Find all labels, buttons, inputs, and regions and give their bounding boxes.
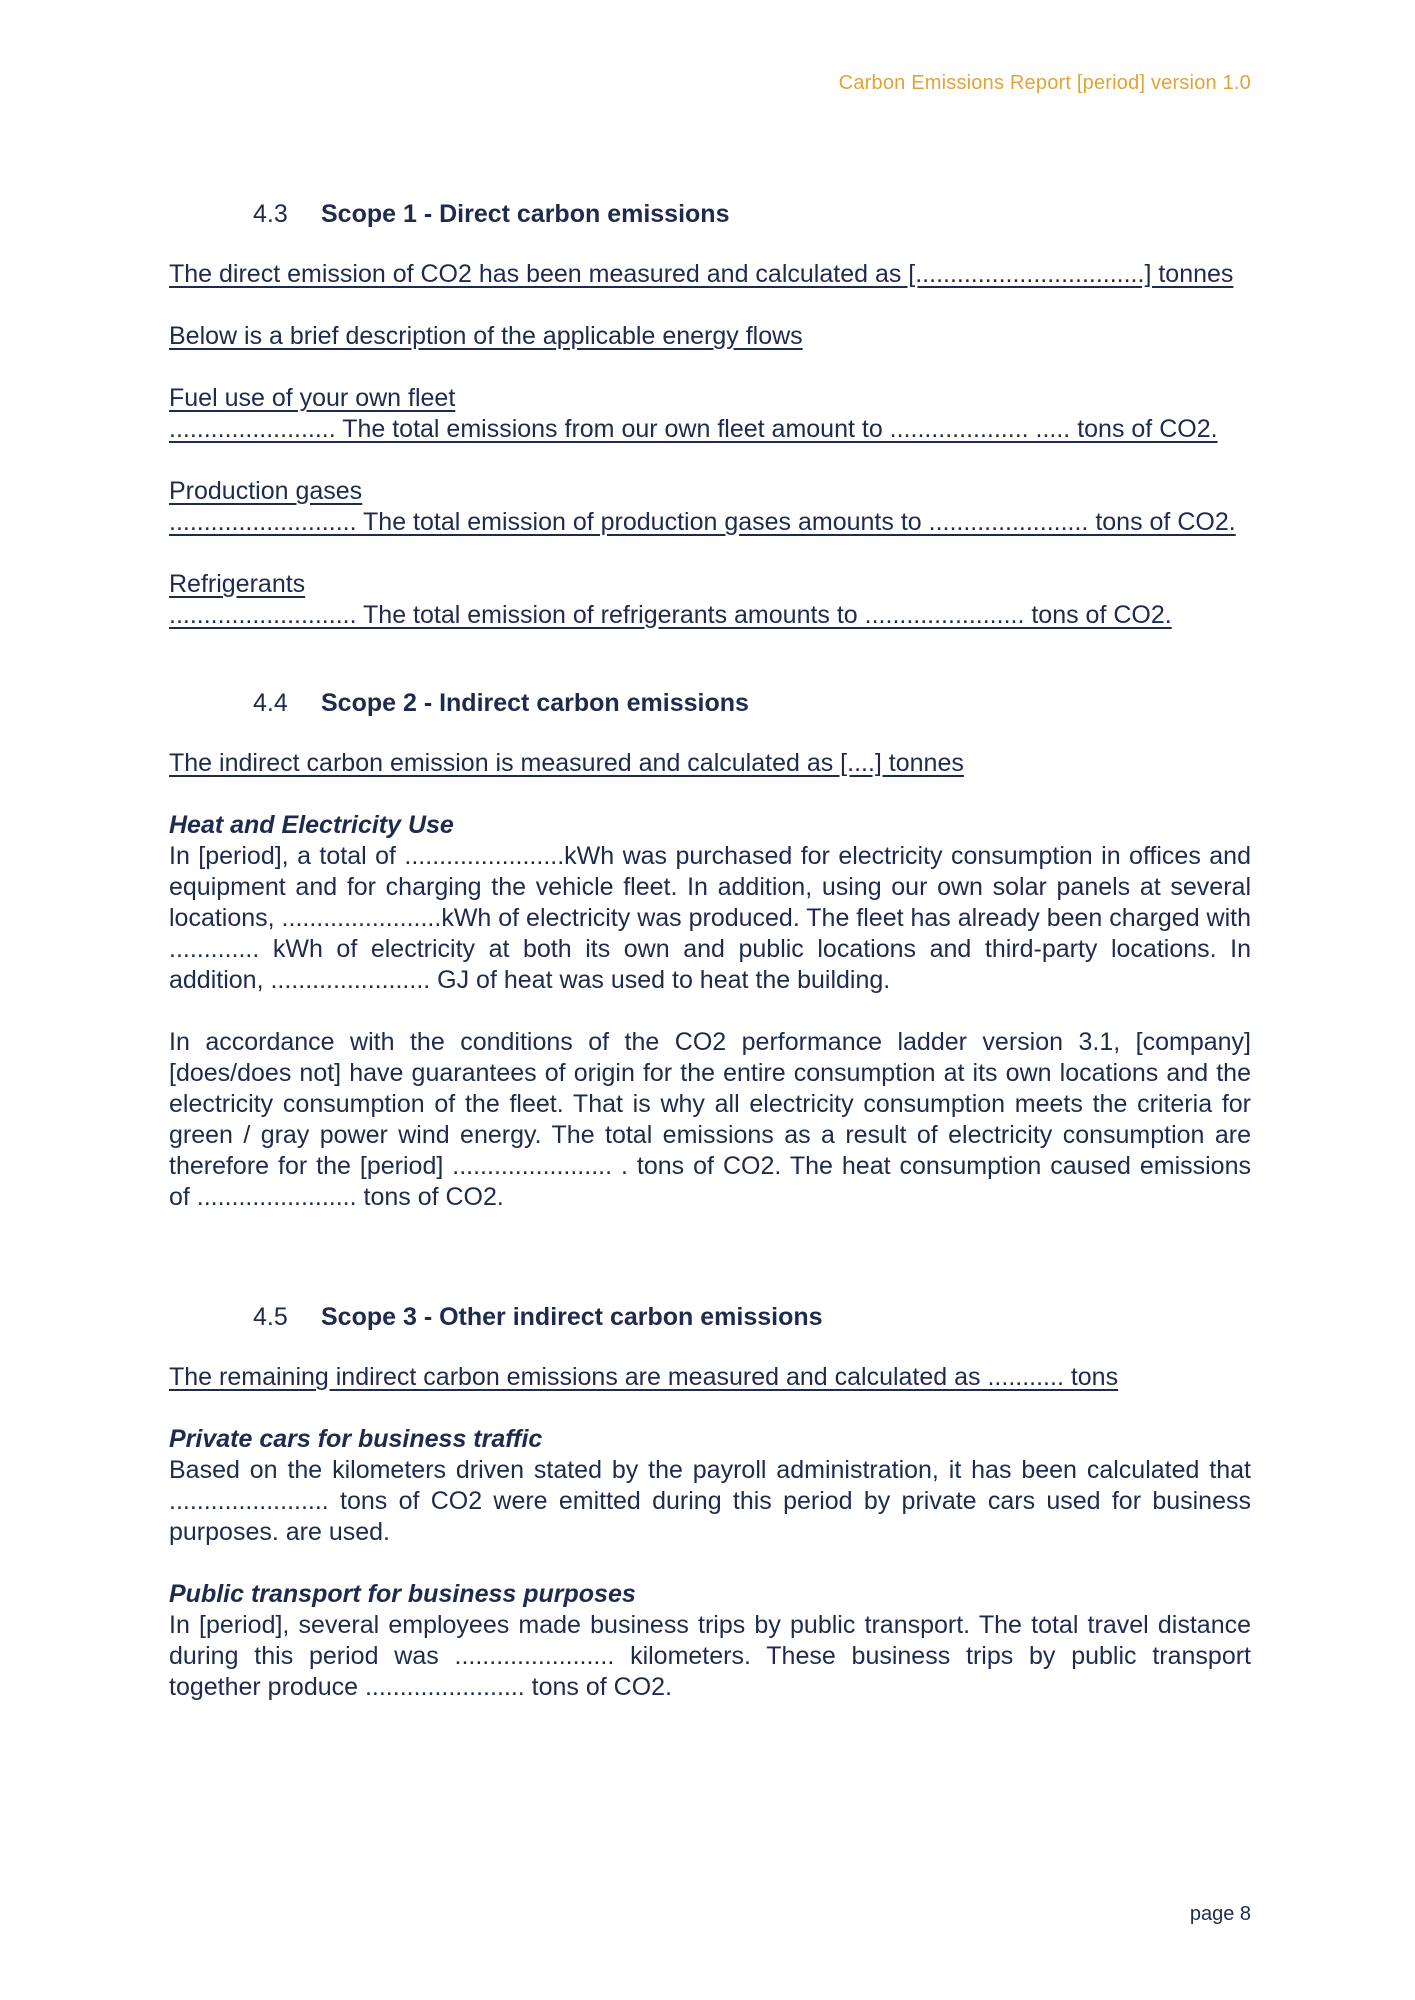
section-heading-4-4 (253, 689, 1251, 718)
fleet-text: ........................ The total emissions from our own fleet amount to .................... ..... tons of CO2. (169, 415, 1218, 443)
scope2-intro: The indirect carbon emission is measured and calculated as [....] tonnes (169, 749, 964, 777)
section-heading-4-3 (253, 200, 1251, 229)
public-transport-paragraph: In [period], several employees made business trips by public transport. The total travel distance during this period was ....................... kilometers. These business trips by public transport together produce ....................... tons of CO2. (169, 1611, 1251, 1701)
heat-electricity-heading: Heat and Electricity Use (169, 811, 454, 839)
scope3-intro: The remaining indirect carbon emissions are measured and calculated as ........... tons (169, 1363, 1119, 1391)
refrigerants-label: Refrigerants (169, 570, 306, 598)
private-cars-paragraph: Based on the kilometers driven stated by the payroll administration, it has been calculated that ....................... tons of CO2 were emitted during this period by private cars used for business purposes. are used. (169, 1456, 1251, 1546)
page-content (169, 200, 1251, 1703)
section-number: 4.4 (253, 689, 288, 717)
section-title: Scope 1 - Direct carbon emissions (321, 200, 730, 228)
fleet-label: Fuel use of your own fleet (169, 384, 456, 412)
private-cars-heading: Private cars for business traffic (169, 1425, 543, 1453)
scope1-intro: The direct emission of CO2 has been measured and calculated as [.................................] tonnes (169, 260, 1234, 288)
section-heading-4-5 (253, 1303, 1251, 1332)
scope1-subintro: Below is a brief description of the applicable energy flows (169, 322, 803, 350)
guarantees-paragraph: In accordance with the conditions of the CO2 performance ladder version 3.1, [company] [does/does not] have guarantees of origin for the entire consumption at its own locations and the electricity consumption of the fleet. That is why all electricity consumption meets the criteria for green / gray power wind energy. The total emissions as a result of electricity consumption are therefore for the [period] ....................... . tons of CO2. The heat consumption caused emissions of ....................... tons of CO2. (169, 1028, 1251, 1211)
section-number: 4.3 (253, 200, 288, 228)
page-number: page 8 (1189, 1903, 1251, 1925)
running-header: Carbon Emissions Report [period] version 1.0 (838, 72, 1251, 94)
public-transport-heading: Public transport for business purposes (169, 1580, 636, 1608)
section-title: Scope 3 - Other indirect carbon emissions (321, 1303, 823, 1331)
production-gases-label: Production gases (169, 477, 363, 505)
refrigerants-text: ........................... The total emission of refrigerants amounts to ....................... tons of CO2. (169, 601, 1172, 629)
heat-electricity-paragraph: In [period], a total of .......................kWh was purchased for electricity consumption in offices and equipment and for charging the vehicle fleet. In addition, using our own solar panels at several locations, .......................kWh of electricity was produced. The fleet has already been charged with ............. kWh of electricity at both its own and public locations and third-party locations. In addition, ....................... GJ of heat was used to heat the building. (169, 842, 1252, 994)
section-number: 4.5 (253, 1303, 288, 1331)
production-gases-text: ........................... The total emission of production gases amounts to ....................... tons of CO2. (169, 508, 1236, 536)
section-title: Scope 2 - Indirect carbon emissions (321, 689, 749, 717)
